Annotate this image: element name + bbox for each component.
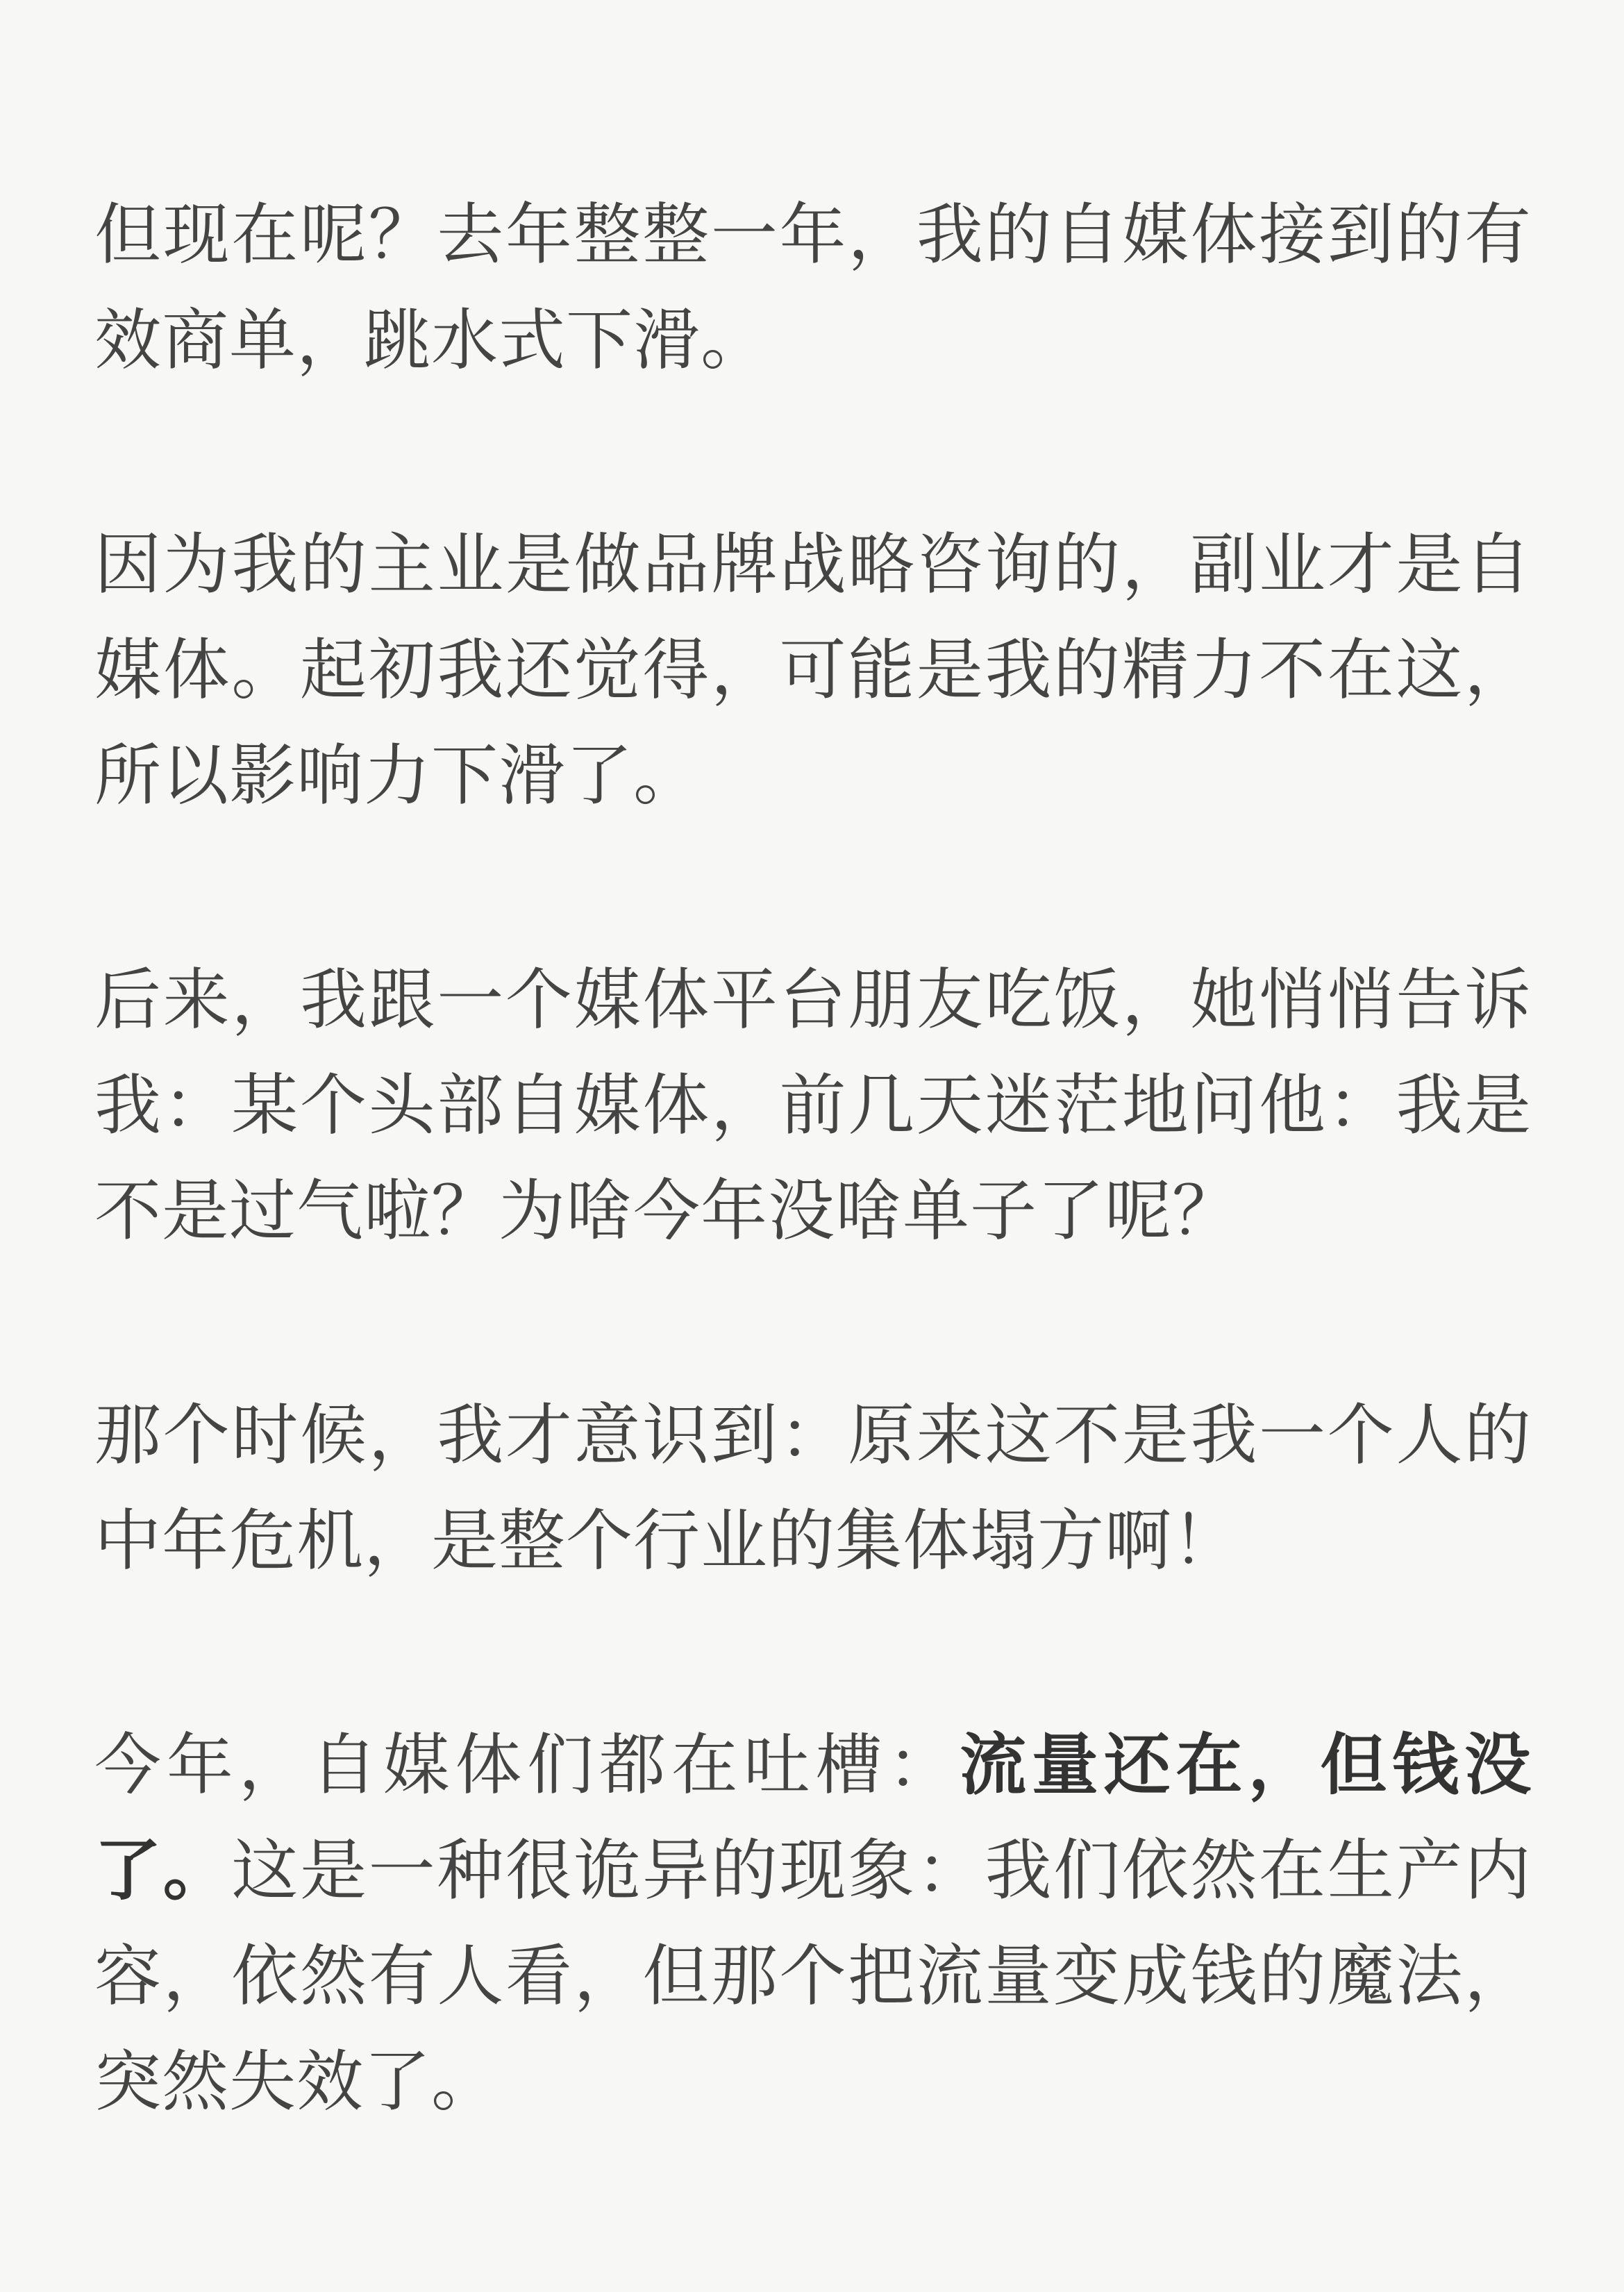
paragraph-3: 后来，我跟一个媒体平台朋友吃饭，她悄悄告诉我：某个头部自媒体，前几天迷茫地问他：我是不是过气啦？为啥今年没啥单子了呢？ (94, 961, 1532, 1250)
paragraph-2: 因为我的主业是做品牌战略咨询的，副业才是自媒体。起初我还觉得，可能是我的精力不在这，所以影响力下滑了。 (94, 526, 1532, 814)
paragraph-1: 但现在呢？去年整整一年，我的自媒体接到的有效商单，跳水式下滑。 (94, 196, 1532, 379)
paragraph-5-rest: 这是一种很诡异的现象：我们依然在生产内容，依然有人看，但那个把流量变成钱的魔法，突然失效了。 (94, 1832, 1532, 2120)
paragraph-5-lead: 今年，自媒体们都在吐槽： (94, 1726, 960, 1804)
article-body (94, 182, 1532, 2134)
paragraph-5 (94, 1712, 1532, 2134)
paragraph-4: 那个时候，我才意识到：原来这不是我一个人的中年危机，是整个行业的集体塌方啊！ (94, 1396, 1532, 1580)
emphasis-text: 流量还在，但钱没了。 (94, 1726, 1532, 1909)
